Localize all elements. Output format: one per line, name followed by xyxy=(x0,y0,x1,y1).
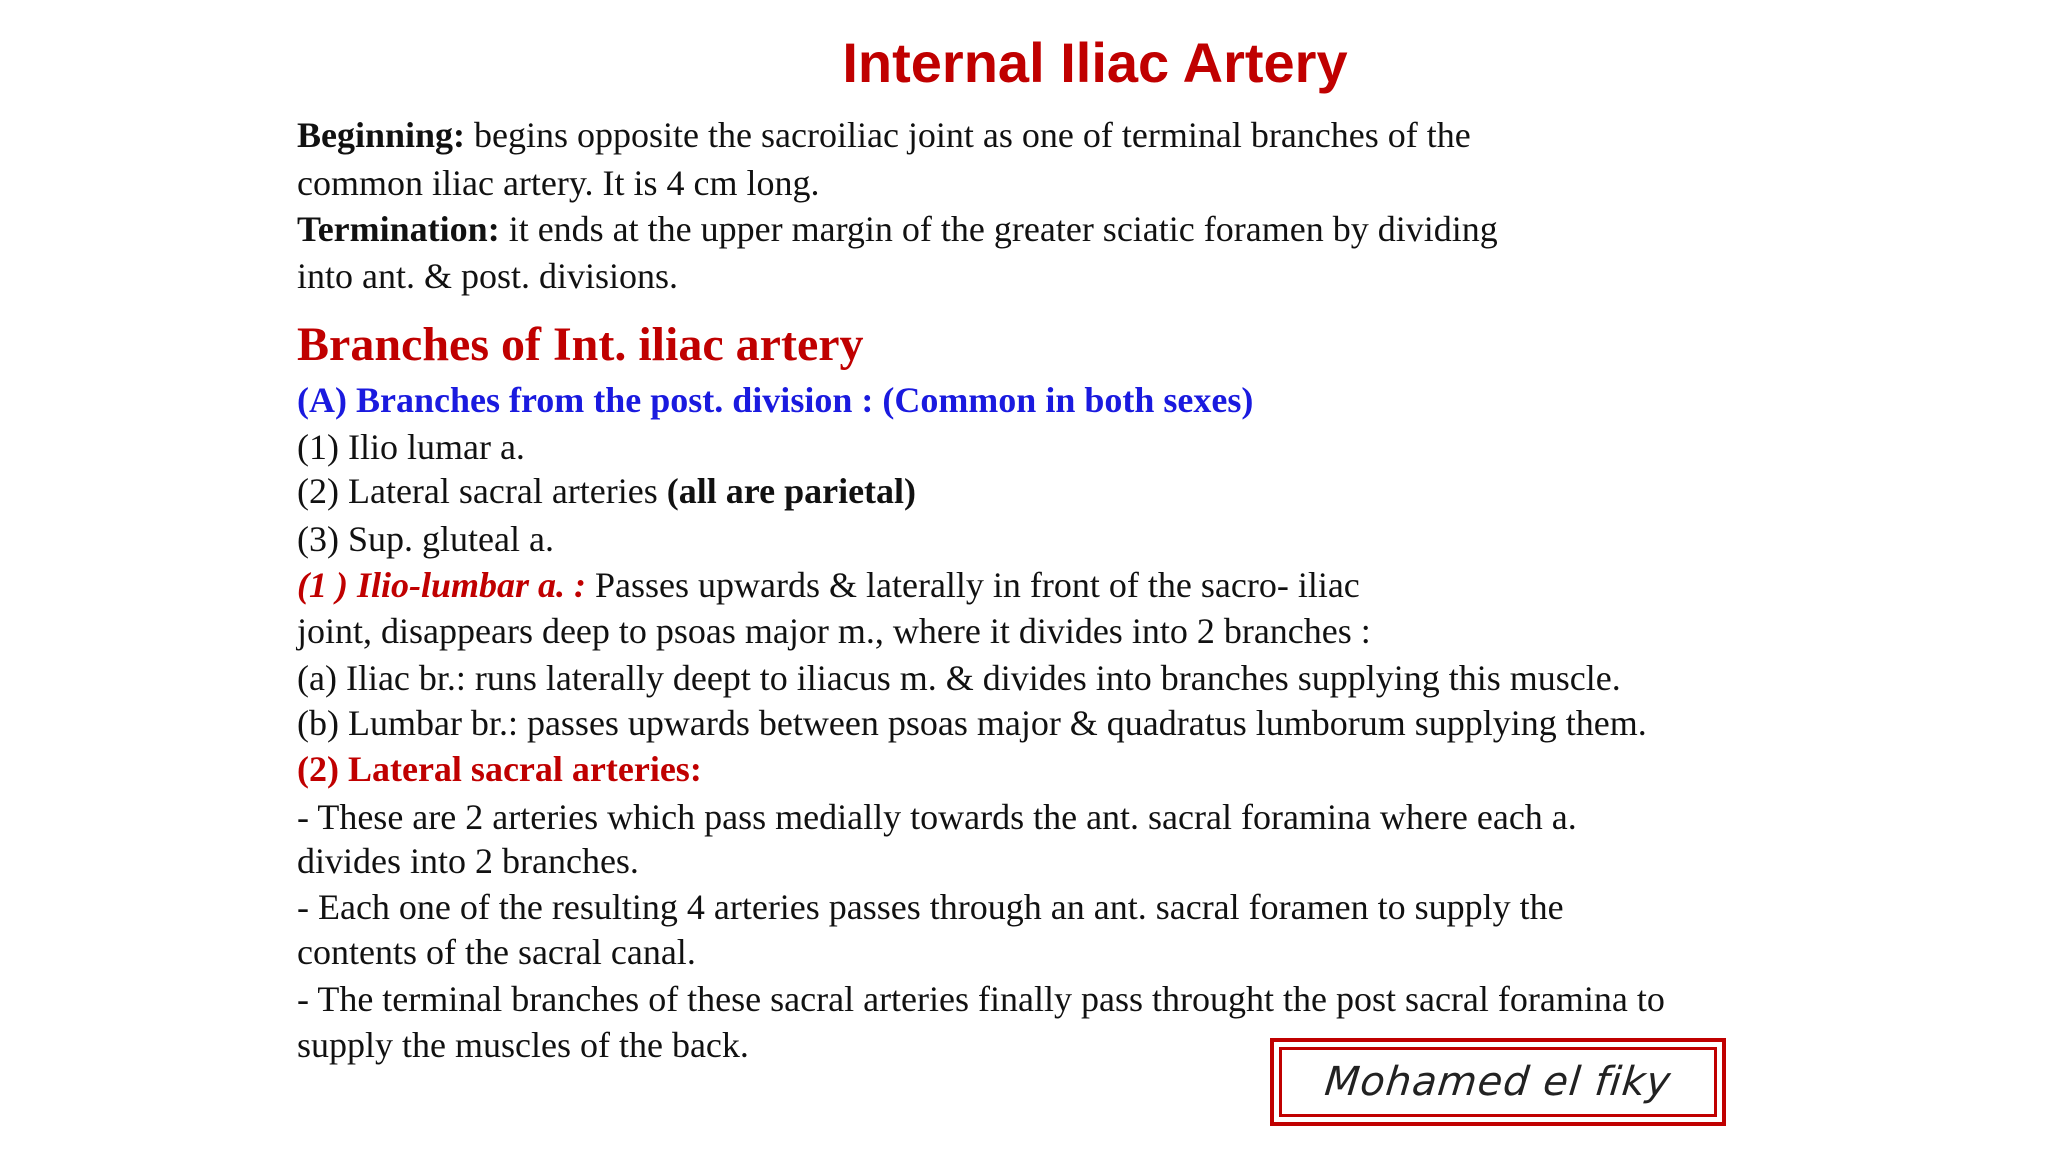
signature-frame xyxy=(1279,1047,1717,1117)
post-division-heading: (A) Branches from the post. division : (Common in both sexes) xyxy=(297,380,1254,420)
author-signature: Mohamed el fiky xyxy=(1322,1059,1674,1105)
iliolumbar-line-1 xyxy=(297,562,1360,608)
lateral-sacral-line-1: - These are 2 arteries which pass medially towards the ant. sacral foramina where each a. xyxy=(297,797,1577,837)
iliolumbar-text-1: Passes upwards & laterally in front of the sacro- iliac xyxy=(586,565,1360,605)
lateral-sacral-line-6: supply the muscles of the back. xyxy=(297,1025,749,1065)
termination-text-1: it ends at the upper margin of the greater sciatic foramen by dividing xyxy=(499,209,1498,249)
branch-item-2 xyxy=(297,468,916,514)
iliolumbar-line-2: joint, disappears deep to psoas major m., where it divides into 2 branches : xyxy=(297,611,1371,651)
iliac-branch-line: (a) Iliac br.: runs laterally deept to iliacus m. & divides into branches supplying this muscle. xyxy=(297,658,1621,698)
lateral-sacral-heading: (2) Lateral sacral arteries: xyxy=(297,749,702,789)
lateral-sacral-line-3: - Each one of the resulting 4 arteries passes through an ant. sacral foramen to supply the xyxy=(297,887,1564,927)
page-title: Internal Iliac Artery xyxy=(842,31,1348,94)
lateral-sacral-line-5: - The terminal branches of these sacral arteries finally pass throught the post sacral foramina to xyxy=(297,979,1665,1019)
lateral-sacral-line-2: divides into 2 branches. xyxy=(297,841,639,881)
signature-box xyxy=(1270,1038,1726,1126)
lateral-sacral-line-4: contents of the sacral canal. xyxy=(297,932,696,972)
termination-label: Termination: xyxy=(297,209,500,249)
beginning-text-1: begins opposite the sacroiliac joint as one of terminal branches of the xyxy=(465,115,1471,155)
beginning-line-2: common iliac artery. It is 4 cm long. xyxy=(297,163,820,203)
lumbar-branch-line: (b) Lumbar br.: passes upwards between psoas major & quadratus lumborum supplying them. xyxy=(297,703,1647,743)
beginning-label: Beginning: xyxy=(297,115,466,155)
branch-item-2-text: (2) Lateral sacral arteries xyxy=(297,471,667,511)
termination-line-2: into ant. & post. divisions. xyxy=(297,256,679,296)
branch-item-1: (1) Ilio lumar a. xyxy=(297,427,525,467)
parietal-note: (all are parietal) xyxy=(666,471,917,511)
termination-line-1 xyxy=(297,206,1498,252)
branch-item-3: (3) Sup. gluteal a. xyxy=(297,519,554,559)
beginning-line-1 xyxy=(297,112,1471,158)
branches-heading: Branches of Int. iliac artery xyxy=(297,318,864,371)
iliolumbar-label: (1 ) Ilio-lumbar a. : xyxy=(297,565,587,605)
